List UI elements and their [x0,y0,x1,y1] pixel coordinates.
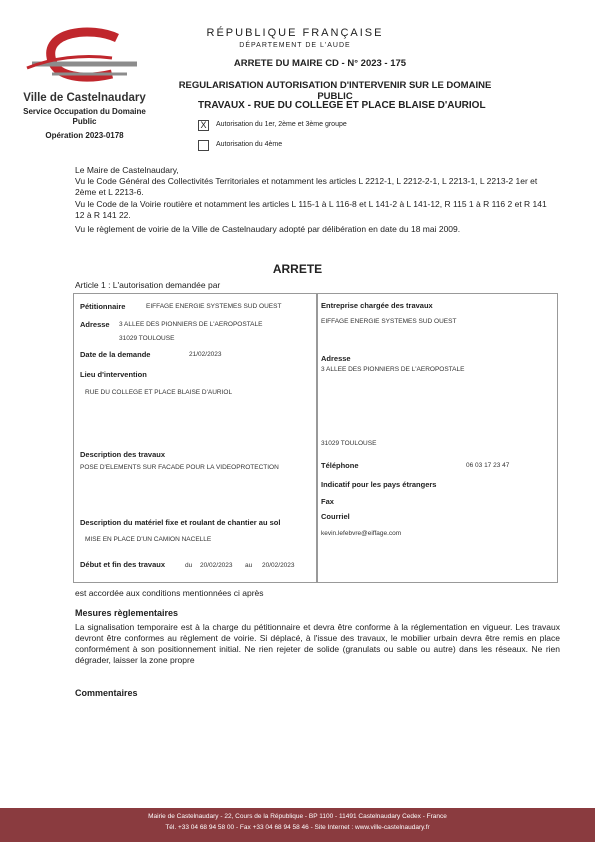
ville-entreprise-value: 31029 TOULOUSE [321,440,377,447]
lieu-label: Lieu d'intervention [80,370,147,379]
arrete-number: ARRETE DU MAIRE CD - N° 2023 - 175 [233,58,407,69]
republique-heading: RÉPUBLIQUE FRANÇAISE [206,27,384,39]
mesures-title: Mesures règlementaires [75,608,179,618]
regularisation-title: REGULARISATION AUTORISATION D'INTERVENIR SUR LE DOMAINE PUBLIC [178,80,492,102]
au-label: au [245,562,253,569]
debut-value: 20/02/2023 [200,562,233,569]
article-1: Article 1 : L'autorisation demandée par [75,280,221,290]
city-logo [22,26,142,96]
commentaires-title: Commentaires [75,688,138,698]
description-value: POSE D'ELEMENTS SUR FACADE POUR LA VIDEOPROTECTION [80,464,279,471]
footer-contact: Tél. +33 04 68 94 58 00 - Fax +33 04 68 94 58 46 - Site Internet : www.ville-castelnaudary.fr [165,824,430,831]
description-label: Description des travaux [80,450,166,459]
vu-reglement: Vu le règlement de voirie de la Ville de Castelnaudary adopté par délibération en date du 18 mai 2009. [75,224,461,234]
debut-fin-label: Début et fin des travaux [80,560,166,569]
courriel-label: Courriel [321,512,350,521]
vu-cgct: Vu le Code Général des Collectivités Territoriales et notamment les articles L 2212-1, L 2212-2-1, L 2213-1, L 2213-2 1er et 2ème et L 2213-6. [75,176,538,197]
mesures-text: La signalisation temporaire est à la charge du pétitionnaire et devra être conforme à la réglementation en vigueur. Les travaux devront être conformes au règlement de voirie. Si déplacé, à l'issue des travaux, le mobilier urbain devra être remis en place conformément à son positionnement initial. Ne rien rejeter de solide (granulats ou sable ou autre) dans les réseaux. Ne rien dégrader, laisser la zone propre [75,622,560,665]
arrete-heading: ARRETE [272,262,323,276]
entreprise-value: EIFFAGE ENERGIE SYSTEMES SUD OUEST [321,318,457,325]
adresse-line2: 31029 TOULOUSE [119,335,175,342]
courriel-value: kevin.lefebvre@eiffage.com [321,530,402,537]
fin-value: 20/02/2023 [262,562,295,569]
du-label: du [185,562,193,569]
travaux-title: TRAVAUX - RUE DU COLLEGE ET PLACE BLAISE D'AURIOL [198,100,486,111]
materiel-value: MISE EN PLACE D'UN CAMION NACELLE [85,536,212,543]
indicatif-label: Indicatif pour les pays étrangers [321,480,437,489]
adresse-line1: 3 ALLEE DES PIONNIERS DE L'AEROPOSTALE [119,321,263,328]
telephone-label: Téléphone [321,461,359,470]
service-name: Service Occupation du Domaine Public [23,107,146,126]
departement-heading: DÉPARTEMENT DE L'AUDE [239,42,351,49]
checkbox-groupe-1-3[interactable]: X [198,120,209,131]
lieu-value: RUE DU COLLEGE ET PLACE BLAISE D'AURIOL [85,389,233,396]
footer-address: Mairie de Castelnaudary - 22, Cours de la République - BP 1100 - 11491 Castelnaudary Cedex - France [148,813,447,820]
vu-voirie: Vu le Code de la Voirie routière et notamment les articles L 115-1 à L 116-8 et L 141-2 à L 141-12, R 115 1 à R 116 2 et R 141 12 à R 141 22. [75,199,547,220]
fax-label: Fax [321,497,334,506]
telephone-value: 06 03 17 23 47 [466,462,510,469]
date-demande-value: 21/02/2023 [189,351,222,358]
adresse-label: Adresse [80,320,110,329]
city-name: Ville de Castelnaudary [23,92,146,104]
entreprise-box [316,293,558,583]
checkbox-groupe-1-3-label: Autorisation du 1er, 2ème et 3ème groupe [216,121,347,128]
adresse-entreprise-value: 3 ALLEE DES PIONNIERS DE L'AEROPOSTALE [321,366,465,373]
date-demande-label: Date de la demande [80,350,151,359]
adresse-entreprise-label: Adresse [321,354,351,363]
checkbox-groupe-4[interactable] [198,140,209,151]
entreprise-label: Entreprise chargée des travaux [321,301,433,310]
accordee-text: est accordée aux conditions mentionnées ci après [75,588,264,598]
petitionnaire-label: Pétitionnaire [80,302,126,311]
petitionnaire-value: EIFFAGE ENERGIE SYSTEMES SUD OUEST [146,303,282,310]
materiel-label: Description du matériel fixe et roulant de chantier au sol [80,518,281,527]
operation-number: Opération 2023-0178 [45,131,124,140]
maire-line: Le Maire de Castelnaudary, [75,165,179,175]
checkbox-groupe-4-label: Autorisation du 4ème [216,141,283,148]
